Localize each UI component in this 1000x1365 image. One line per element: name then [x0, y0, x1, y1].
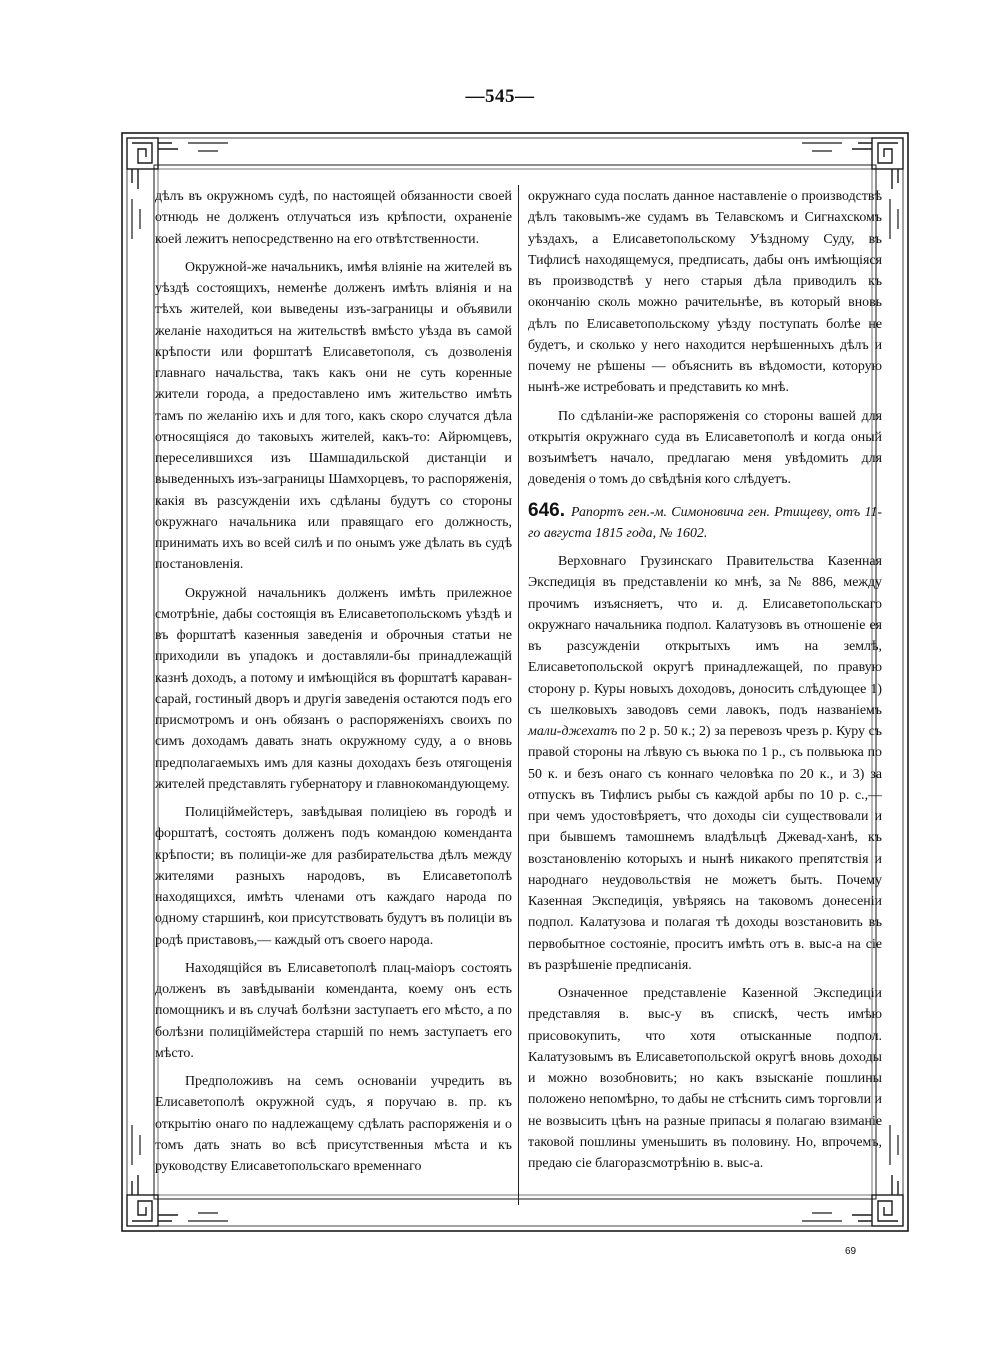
right-column: [528, 186, 882, 1174]
left-paragraph-4: Полиціймейстеръ, завѣдывая полиціею въ городѣ и форштатѣ, состоять долженъ подъ командою коменданта крѣпости; въ полиціи-же для разбирательства дѣлъ между жителями разныхъ народовъ, въ Елисаветополѣ находящихся, имѣть членами отъ каждаго народа по одному старшинѣ, кои присутствовать будутъ въ полиціи въ родѣ приставовъ,— каждый отъ своего народа.: [155, 805, 512, 948]
column-divider: [518, 185, 519, 1205]
right-paragraph-3-italic-term: мали-джехатъ: [528, 724, 618, 739]
left-paragraph-5: Находящійся въ Елисаветополѣ плац-маіоръ состоять долженъ въ завѣдываніи коменданта, коему онъ есть помощникъ и въ случаѣ болѣзни заступаетъ его мѣсто, а по болѣзни полиціймейстера старшій по немъ заступаетъ его мѣсто.: [155, 960, 512, 1061]
right-paragraph-1: окружнаго суда послать данное наставленіе о производствѣ дѣлъ таковымъ-же судамъ въ Телавскомъ и Сигнахскомъ уѣздахъ, а Елисаветопольскому Уѣздному Суду, въ Тифлисѣ находящемуся, предписать, дабы онъ имѣющіяся въ производствѣ у него старыя дѣла приводилъ къ окончанію сколь можно рачительнѣе, въ который вновь дѣлъ по Елисаветопольскому уѣзду поступать болѣе не будетъ, и сколько у него находится нерѣшенныхъ дѣлъ и почему не рѣшены — объяснить въ вѣдомости, которую нынѣ-же истребовать и представить ко мнѣ.: [528, 189, 882, 396]
signature-number: 69: [845, 1246, 857, 1257]
left-paragraph-2: Окружной-же начальникъ, имѣя вліяніе на жителей въ уѣздѣ состоящихъ, неменѣе долженъ имѣть вліянія и на тѣхъ жителей, кои выведены изъ-заграницы и объявили желаніе находиться на жительствѣ вмѣсто уѣзда въ самой крѣпости или форштатѣ Елисаветополя, съ дозволенія главнаго начальства, такъ какъ они не суть коренные жители города, а предоставлено имъ жительство имѣть тамъ по желанію ихъ и для того, какъ скоро случатся дѣла относящіяся до таковыхъ жителей, какъ-то: Айрюмцевъ, переселившихся изъ Шамшадильской дистанціи и выведенныхъ изъ-заграницы Шамхорцевъ, то распоряженія, какія въ разсужденіи ихъ сдѣланы будутъ со стороны окружнаго начальника или правящаго его должность, принимать ихъ во всей силѣ и по онымъ уже дѣлать въ судѣ постановленія.: [155, 259, 512, 573]
right-paragraph-3-part-b: по 2 р. 50 к.; 2) за перевозъ чрезъ р. Куру съ правой стороны на лѣвую съ вьюка по 1 р., съ полвьюка по 50 к. и безъ онаго съ коннаго человѣка по 20 к., и 3) за отпускъ въ Тифлисъ рыбы съ каждой арбы по 10 р. с.,—при чемъ удостовѣряетъ, что доходы сіи существовали и при бывшемъ тамошнемъ владѣльцѣ Джевад-ханѣ, къ возстановленію которыхъ и нынѣ никакого препятствія и народнаго неудовольствія не можетъ быть. Почему Казенная Экспедиція, увѣряясь на таковомъ донесеніи подпол. Калатузова и полагая тѣ доходы возстановить въ первобытное состояніе, проситъ имѣть отъ в. выс-а на сіе въ разрѣшеніе предписанія.: [528, 724, 882, 973]
right-paragraph-2: По сдѣланіи-же распоряженія со стороны вашей для открытія окружнаго суда въ Елисаветополѣ и когда оный возъимѣетъ начало, предлагаю меня увѣдомить для доведенія о томъ до свѣдѣнія кого слѣдуетъ.: [528, 408, 882, 488]
document-heading: [528, 500, 882, 545]
right-paragraph-3-part-a: Верховнаго Грузинскаго Правительства Казенная Экспедиція въ представленіи ко мнѣ, за № 886, между прочимъ изъясняетъ, что и. д. Елисаветопольскаго окружнаго начальника подпол. Калатузовъ въ отношеніе ея въ разсужденіи открытыхъ имъ на землѣ, Елисаветопольской округѣ принадлежащей, по правую сторону р. Куры новыхъ доходовъ, доносить слѣдующее 1) съ шелковыхъ заводовъ семи лавокъ, подъ названіемъ: [528, 554, 882, 718]
page-number: —545—: [465, 86, 535, 107]
right-paragraph-4: Означенное представленіе Казенной Экспедиціи представляя в. выс-у въ спискѣ, честь имѣю присовокупить, что хотя отысканные подпол. Калатузовымъ въ Елисаветопольской округѣ вновь доходы и можно возобновить; но какъ взысканіе пошлины положено непомѣрно, то дабы не стѣснить симъ торговли и не возвысить цѣнъ на разные припасы я полагаю взиманіе таковой пошлины уменьшить въ половину. Но, впрочемъ, предаю сіе благоразсмотрѣнію в. выс-а.: [528, 986, 882, 1171]
document-number: 646.: [528, 499, 565, 521]
right-paragraph-3: [528, 551, 882, 976]
left-paragraph-3: Окружной начальникъ долженъ имѣть прилежное смотрѣніе, дабы состоящія въ Елисаветопольскомъ уѣздѣ и въ форштатѣ казенныя заведенія и оброчныя статьи не приходили въ упадокъ и доставляли-бы принадлежащій казнѣ доходъ, а потому и имѣющійся въ форштатѣ караван-сарай, гостиный дворъ и другія заведенія остаются подъ его присмотромъ и онъ обязанъ о распоряженіяхъ своихъ по симъ доходамъ давать знать окружному суду, а о вновь предполагаемыхъ имъ для казны доходахъ безъ отягощенія жителей представлять губернатору и главнокомандующему.: [155, 585, 512, 792]
document-title: Рапортъ ген.-м. Симоновича ген. Ртищеву, отъ 11-го августа 1815 года, № 1602.: [528, 504, 882, 541]
left-paragraph-1: дѣлъ въ окружномъ судѣ, по настоящей обязанности своей отнюдь не долженъ отлучаться изъ крѣпости, охраненіе коей лежитъ непосредственно на его отвѣтственности.: [155, 189, 512, 247]
left-paragraph-6: Предположивъ на семъ основаніи учредить въ Елисаветополѣ окружной судъ, я поручаю в. пр. къ открытію онаго по надлежащему сдѣлать распоряженія и о томъ дать знать во всѣ присутственныя мѣста и къ руководству Елисаветопольскаго временнаго: [155, 1074, 512, 1174]
left-column: [155, 186, 512, 1177]
